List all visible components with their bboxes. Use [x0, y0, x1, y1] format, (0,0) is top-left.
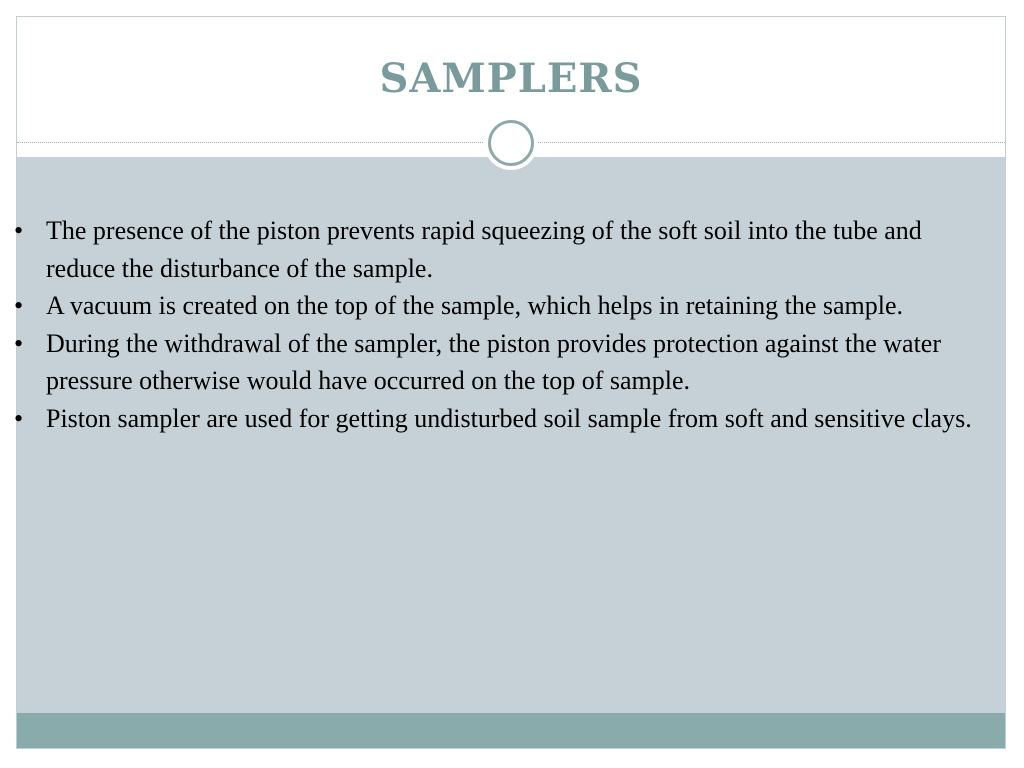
footer-bar — [17, 713, 1005, 748]
bullet-list — [14, 212, 974, 437]
bullet-item: • Piston sampler are used for getting undisturbed soil sample from soft and sensitive clays. — [14, 400, 974, 438]
ornament-ring — [488, 120, 534, 166]
bullet-item: • During the withdrawal of the sampler, the piston provides protection against the water pressure otherwise would have occurred on the top of sample. — [14, 325, 974, 400]
bullet-item: • A vacuum is created on the top of the sample, which helps in retaining the sample. — [14, 287, 974, 325]
bullet-item: • The presence of the piston prevents rapid squeezing of the soft soil into the tube and reduce the disturbance of the sample. — [14, 212, 974, 287]
slide-title: SAMPLERS — [379, 55, 643, 102]
circle-ornament-icon — [484, 116, 538, 170]
